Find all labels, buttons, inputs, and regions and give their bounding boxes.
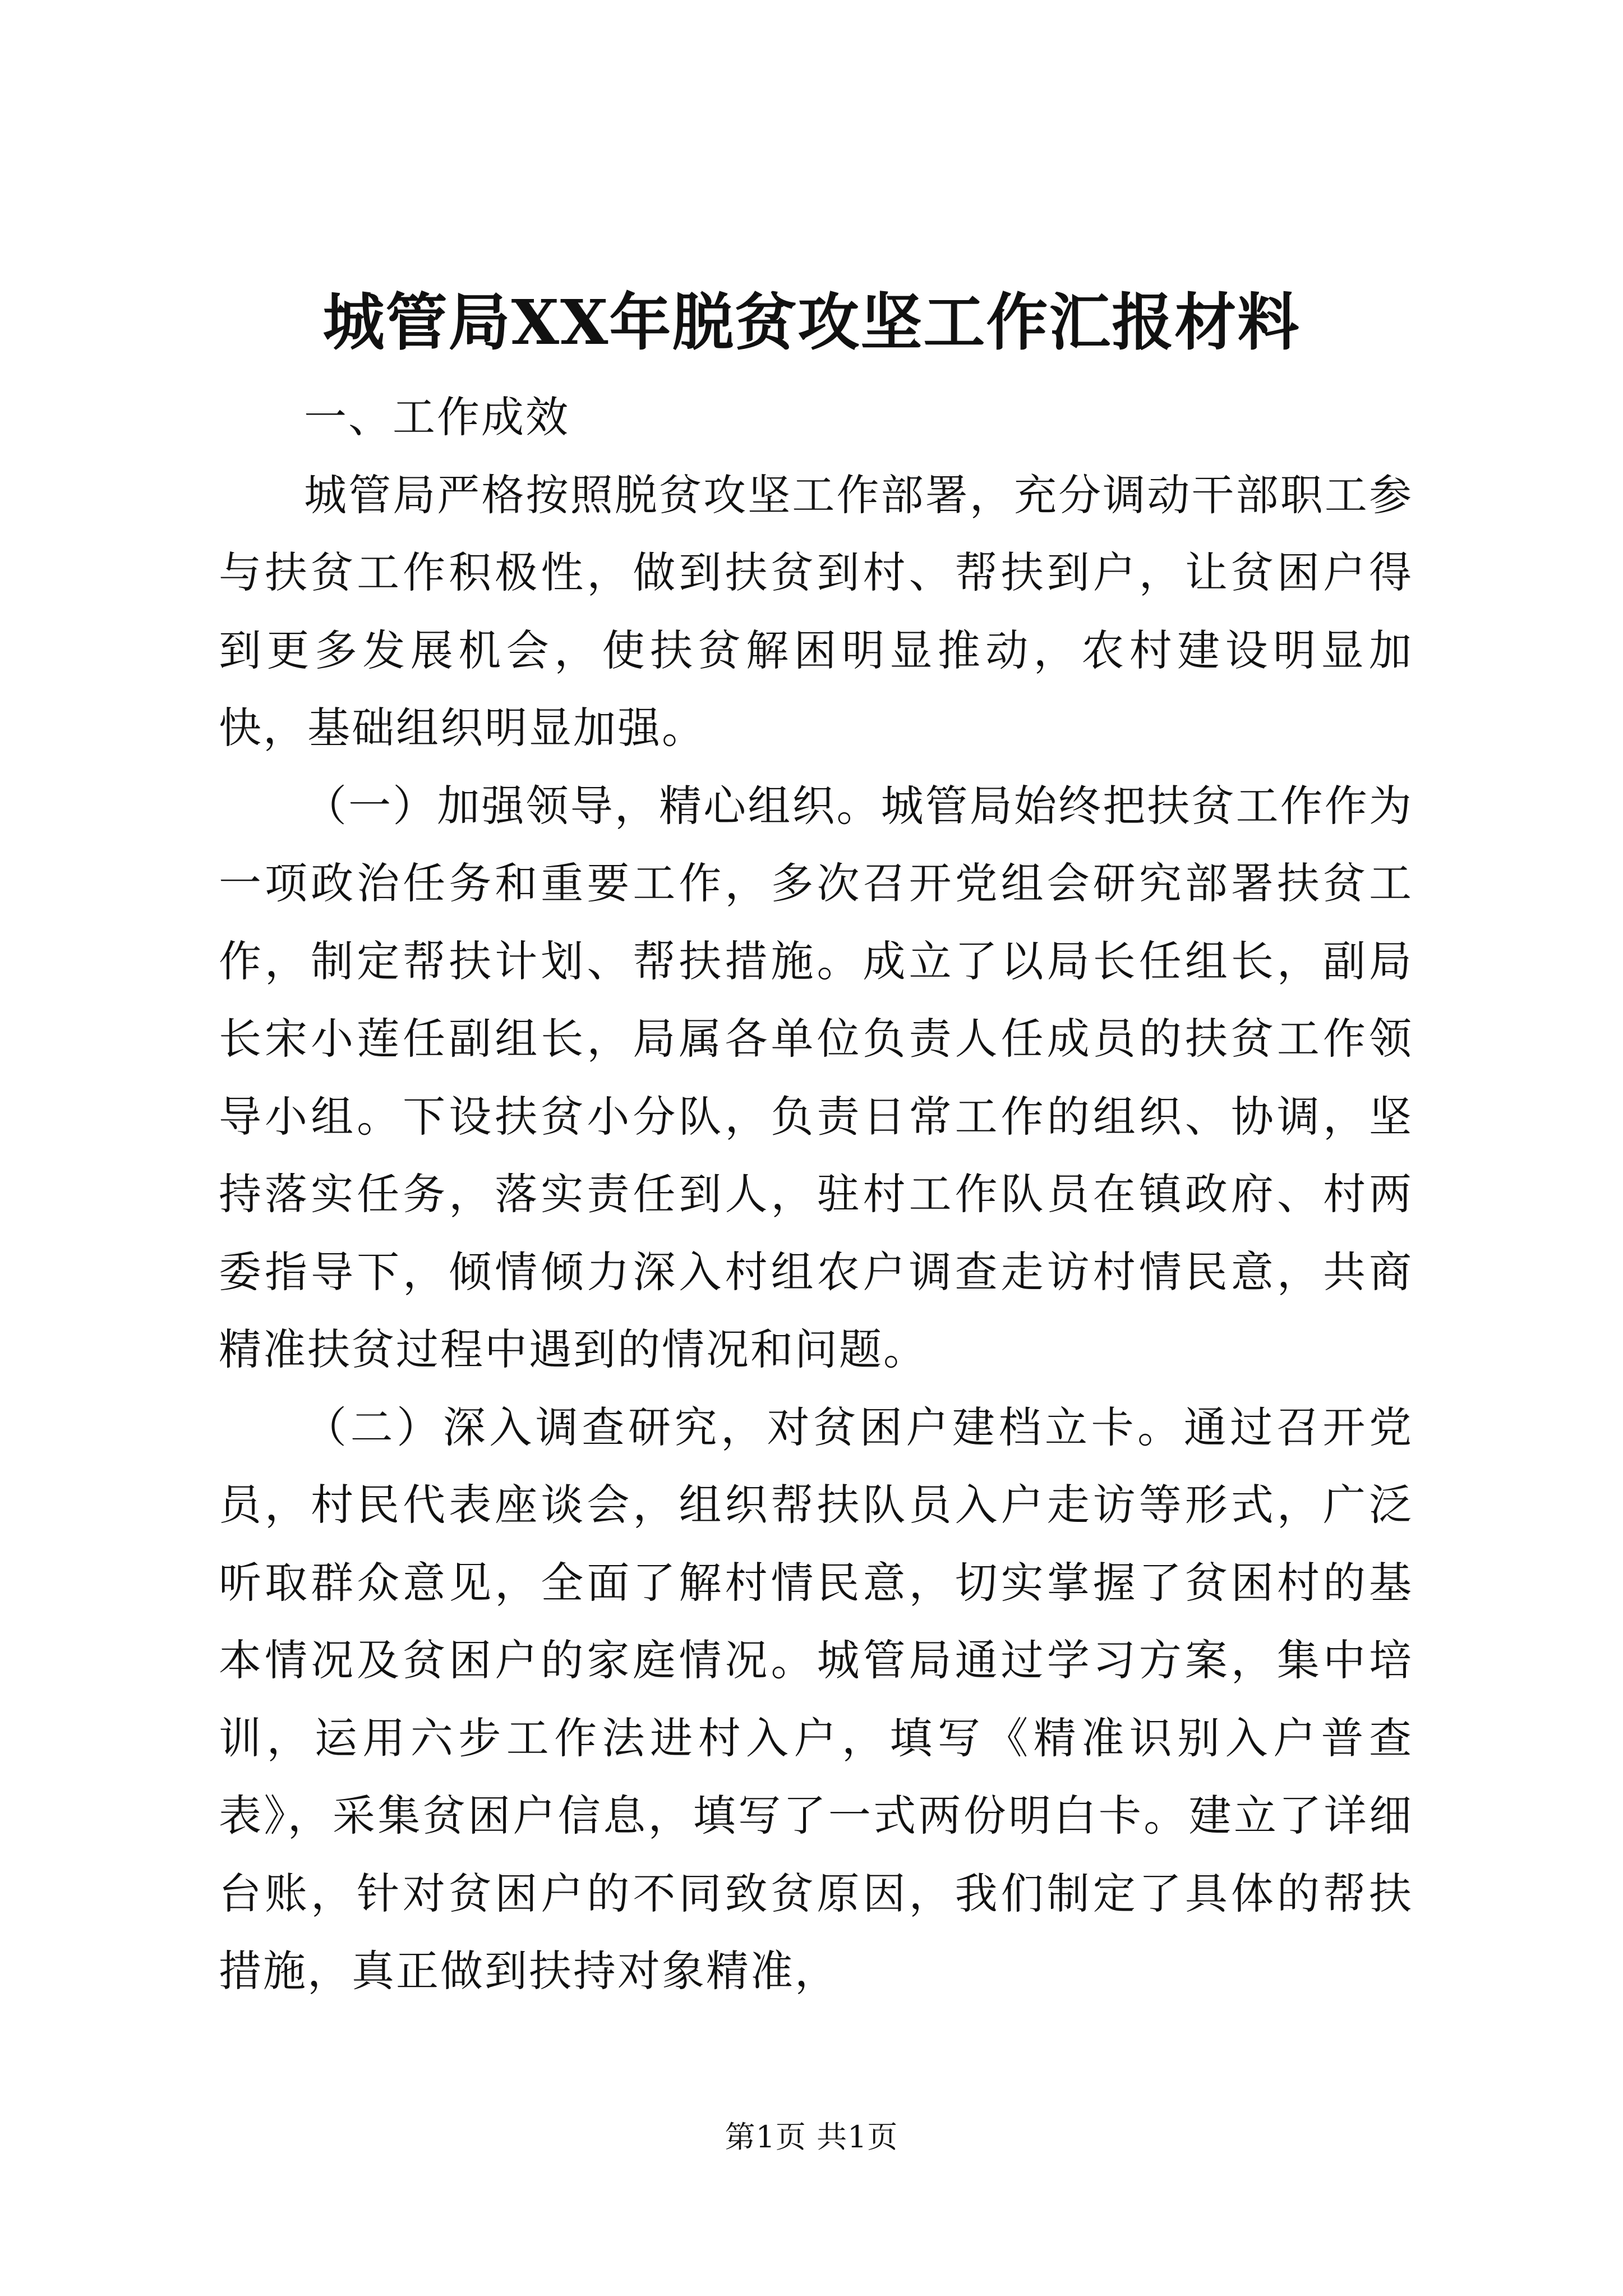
document-body	[219, 379, 1413, 2010]
paragraph-leadership: （一）加强领导，精心组织。城管局始终把扶贫工作作为一项政治任务和重要工作，多次召开党组会研究部署扶贫工作，制定帮扶计划、帮扶措施。成立了以局长任组长，副局长宋小莲任副组长，局属各单位负责人任成员的扶贫工作领导小组。下设扶贫小分队，负责日常工作的组织、协调，坚持落实任务，落实责任到人，驻村工作队员在镇政府、村两委指导下，倾情倾力深入村组农户调查走访村情民意，共商精准扶贫过程中遇到的情况和问题。	[219, 780, 1413, 1374]
section-heading: 一、工作成效	[304, 392, 570, 442]
paragraph-intro: 城管局严格按照脱贫攻坚工作部署，充分调动干部职工参与扶贫工作积极性，做到扶贫到村、帮扶到户，让贫困户得到更多发展机会，使扶贫解困明显推动，农村建设明显加快，基础组织明显加强。	[219, 470, 1413, 753]
paragraph-investigation: （二）深入调查研究，对贫困户建档立卡。通过召开党员，村民代表座谈会，组织帮扶队员入户走访等形式，广泛听取群众意见，全面了解村情民意，切实掌握了贫困村的基本情况及贫困户的家庭情况。城管局通过学习方案，集中培训，运用六步工作法进村入户，填写《精准识别入户普查表》，采集贫困户信息，填写了一式两份明白卡。建立了详细台账，针对贫困户的不同致贫原因，我们制定了具体的帮扶措施，真正做到扶持对象精准，	[219, 1402, 1413, 1996]
page-footer: 第1页 共1页	[725, 2119, 898, 2155]
document-title: 城管局XX年脱贫攻坚工作汇报材料	[322, 286, 1301, 358]
